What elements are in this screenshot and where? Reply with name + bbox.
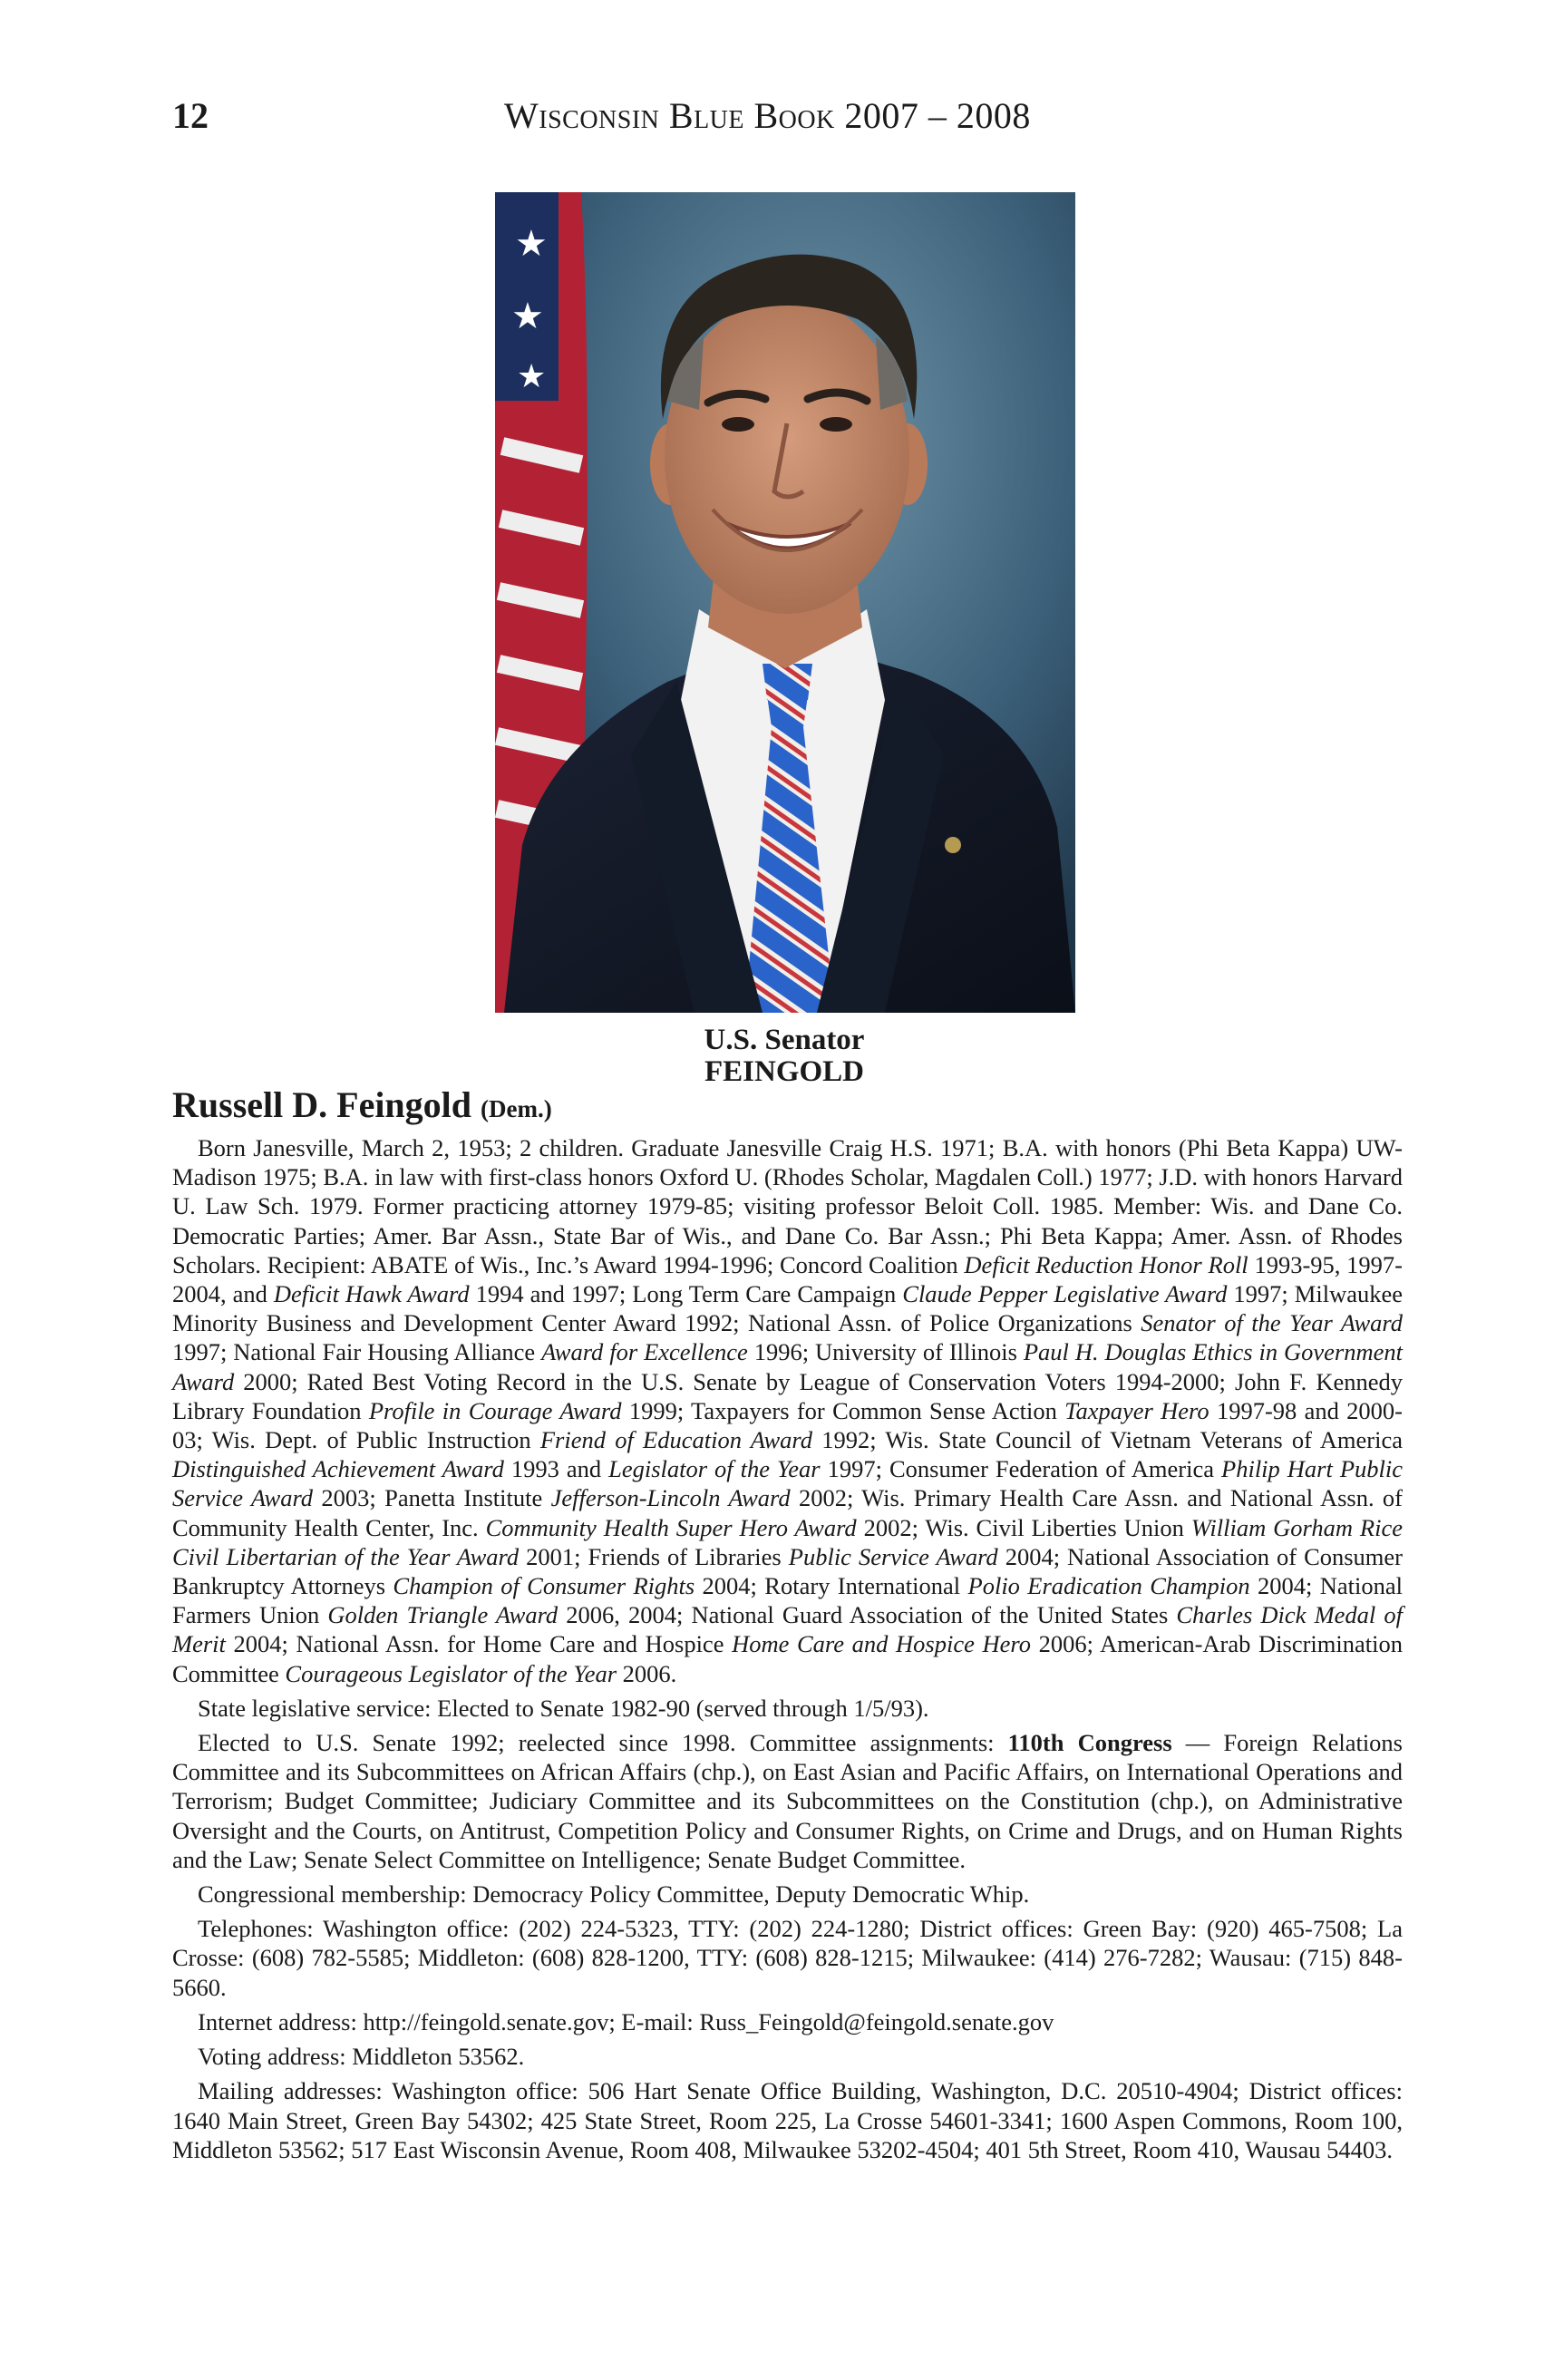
italic-text: Charles Dick Medal of Merit	[172, 1601, 1403, 1658]
text-run: 2006; American-Arab Discrimination Committee	[172, 1630, 1403, 1687]
text-run: 2004; National Association of Consumer Bankruptcy Attorneys	[172, 1542, 1404, 1600]
bio-paragraph-telephones	[172, 1914, 1403, 2002]
italic-text: Champion of Consumer Rights	[393, 1572, 695, 1600]
italic-text: William Gorham Rice Civil Libertarian of the Year Award	[172, 1513, 1403, 1570]
text-run: Born Janesville, March 2, 1953; 2 children. Graduate Janesville Craig H.S. 1971; B.A. with honors (Phi Beta Kappa) UW-Madison 1975; B.A. in law with first-class honors Oxford U. (Rhodes Scholar, Magdalen Coll.) 1977; J.D. with honors Harvard U. Law Sch. 1979. Former practicing attorney 1979-85; visiting professor Beloit Coll. 1985. Member: Wis. and Dane Co. Democratic Parties; Amer. Bar Assn., State Bar of Wis., and Dane Co. Bar Assn.; Phi Beta Kappa; Amer. Assn. of Rhodes Scholars. Recipient: ABATE of Wis., Inc.’s Award 1994-1996; Concord Coalition	[172, 1134, 1403, 1278]
text-run: 2006.	[617, 1659, 677, 1687]
italic-text: Philip Hart Public Service Award	[172, 1455, 1404, 1512]
text-run: 1994 and 1997; Long Term Care Campaign	[469, 1280, 903, 1308]
text-run: 1997; Milwaukee Minority Business and Development Center Award 1992; National Assn. of Police Organizations	[172, 1280, 1403, 1337]
text-run: — Foreign Relations Committee and its Subcommittees on African Affairs (chp.), on East Asian and Pacific Affairs, on International Operations and Terrorism; Budget Committee; Judiciary Committee and its Subcommittees on the Constitution (chp.), on Administrative Oversight and the Courts, on Antitrust, Competition Policy and Consumer Rights, on Crime and Drugs, and on Human Rights and the Law; Senate Select Committee on Intelligence; Senate Budget Committee.	[172, 1729, 1403, 1873]
italic-text: Legislator of the Year	[608, 1455, 821, 1483]
svg-text:★: ★	[515, 223, 548, 265]
member-name-text: Russell D. Feingold	[172, 1084, 472, 1125]
biography	[172, 1133, 1403, 2170]
bio-paragraph-internet	[172, 2007, 1403, 2036]
text-run: 2000; Rated Best Voting Record in the U.S. Senate by League of Conservation Voters 1994-2000; John F. Kennedy Library Foundation	[172, 1367, 1403, 1424]
italic-text: Community Health Super Hero Award	[485, 1513, 857, 1541]
running-head: Wisconsin Blue Book 2007 – 2008	[504, 95, 1031, 136]
italic-text: Polio Eradication Champion	[967, 1572, 1250, 1600]
italic-text: Senator of the Year Award	[1141, 1309, 1403, 1337]
text-run: 1997; Consumer Federation of America	[820, 1455, 1222, 1483]
italic-text: Golden Triangle Award	[327, 1601, 559, 1629]
party-affiliation: (Dem.)	[481, 1095, 552, 1122]
svg-text:★: ★	[511, 296, 544, 337]
office-title	[562, 1025, 1006, 1088]
text-run: 2004; National Farmers Union	[172, 1572, 1403, 1629]
bio-paragraph-state-service	[172, 1694, 1403, 1723]
bio-paragraph-mailing-addresses	[172, 2076, 1403, 2164]
text-run: 1997; National Fair Housing Alliance	[172, 1338, 542, 1366]
italic-text: Deficit Reduction Honor Roll	[964, 1250, 1248, 1278]
bio-paragraph-voting-address	[172, 2042, 1403, 2071]
italic-text: Jefferson-Lincoln Award	[550, 1484, 791, 1512]
text-run: Voting address: Middleton 53562.	[198, 2043, 525, 2071]
italic-text: Taxpayer Hero	[1064, 1396, 1209, 1424]
bio-paragraph-congressional-membership	[172, 1880, 1403, 1909]
text-run: 1992; Wis. State Council of Vietnam Veterans of America	[811, 1426, 1403, 1454]
italic-text: Claude Pepper Legislative Award	[902, 1280, 1228, 1308]
italic-text: Courageous Legislator of the Year	[285, 1659, 617, 1687]
page-number: 12	[172, 95, 209, 136]
svg-text:★: ★	[517, 358, 547, 395]
text-run: Internet address: http://feingold.senate.gov; E-mail: Russ_Feingold@feingold.senate.gov	[198, 2007, 1054, 2035]
italic-text: Profile in Courage Award	[368, 1396, 622, 1424]
italic-text: Home Care and Hospice Hero	[732, 1630, 1031, 1658]
text-run: 2002; Wis. Civil Liberties Union	[856, 1513, 1191, 1541]
bio-paragraph-background	[172, 1133, 1403, 1688]
text-run: State legislative service: Elected to Senate 1982-90 (served through 1/5/93).	[198, 1694, 929, 1722]
bold-text: 110th Congress	[1007, 1729, 1172, 1757]
text-run: Elected to U.S. Senate 1992; reelected since 1998. Committee assignments:	[198, 1729, 1008, 1757]
office-line-2: FEINGOLD	[704, 1055, 865, 1088]
text-run: 2003; Panetta Institute	[313, 1484, 551, 1512]
text-run: 1996; University of Illinois	[747, 1338, 1024, 1366]
text-run: 2004; Rotary International	[695, 1572, 968, 1600]
text-run: Telephones: Washington office: (202) 224-5323, TTY: (202) 224-1280; District offices: Green Bay: (920) 465-7508; La Crosse: (608) 782-5585; Middleton: (608) 828-1200, TTY: (608) 828-1215; Milwaukee: (414) 276-7282; Wausau: (715) 848-5660.	[172, 1915, 1403, 2001]
italic-text: Distinguished Achievement Award	[172, 1455, 504, 1483]
text-run: 2002; Wis. Primary Health Care Assn. and National Assn. of Community Health Center, Inc.	[172, 1484, 1403, 1541]
bio-paragraph-senate-service	[172, 1728, 1403, 1874]
text-run: Mailing addresses: Washington office: 506 Hart Senate Office Building, Washington, D.C. 20510-4904; District offices: 1640 Main Street, Green Bay 54302; 425 State Street, Room 225, La Crosse 54601-3341; 1600 Aspen Commons, Room 100, Middleton 53562; 517 East Wisconsin Avenue, Room 408, Milwaukee 53202-4504; 401 5th Street, Room 410, Wausau 54403.	[172, 2077, 1403, 2163]
text-run: 2004; National Assn. for Home Care and Hospice	[225, 1630, 733, 1658]
member-name	[172, 1083, 552, 1126]
text-run: 1993-95, 1997-2004, and	[172, 1250, 1404, 1308]
italic-text: Deficit Hawk Award	[273, 1280, 470, 1308]
text-run: 1999; Taxpayers for Common Sense Action	[621, 1396, 1065, 1424]
italic-text: Friend of Education Award	[539, 1426, 812, 1454]
text-run: 2006, 2004; National Guard Association of the United States	[558, 1601, 1177, 1629]
portrait-photo	[495, 192, 1075, 1013]
office-line-1: U.S. Senator	[704, 1024, 865, 1056]
italic-text: Award for Excellence	[541, 1338, 748, 1366]
text-run: 1993 and	[503, 1455, 609, 1483]
text-run: 2001; Friends of Libraries	[519, 1542, 789, 1570]
text-run: 1997-98 and 2000-03; Wis. Dept. of Public Instruction	[172, 1396, 1403, 1454]
italic-text: Public Service Award	[788, 1542, 998, 1570]
italic-text: Paul H. Douglas Ethics in Government Award	[172, 1338, 1403, 1395]
text-run: Congressional membership: Democracy Policy Committee, Deputy Democratic Whip.	[198, 1880, 1030, 1909]
